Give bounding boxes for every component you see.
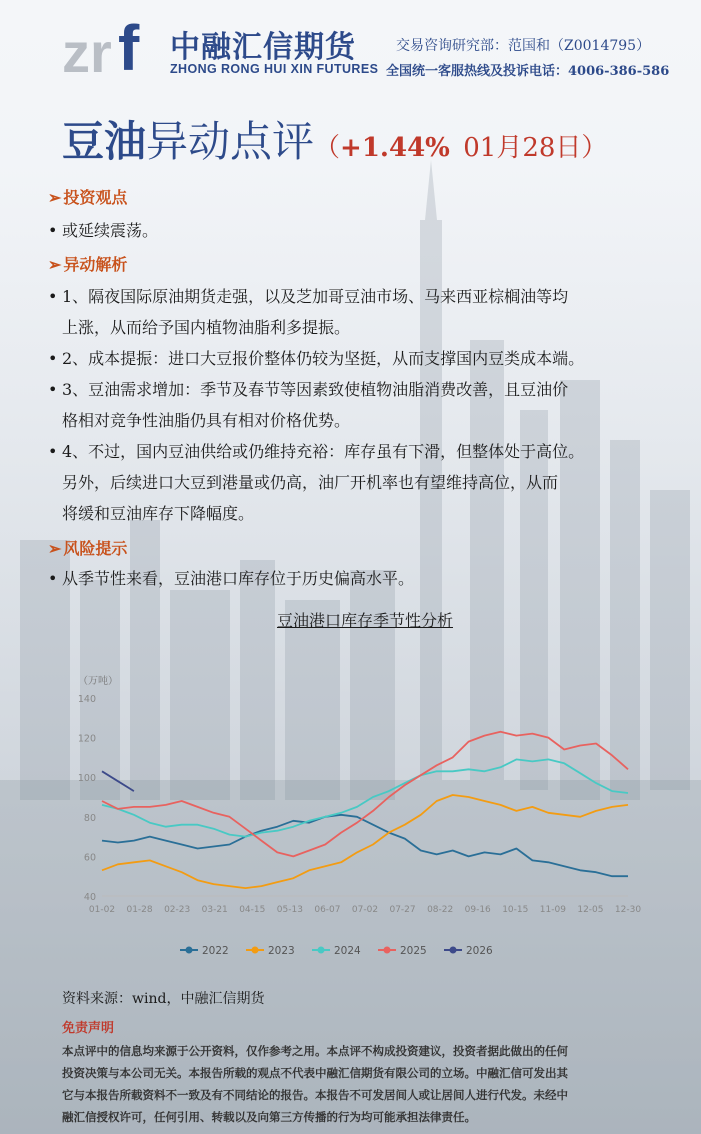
series-line-2023 — [102, 795, 628, 888]
legend-marker-dot — [252, 947, 259, 954]
legend-marker-dot — [186, 947, 193, 954]
section-heading-risk: ➢ 风险提示 — [48, 539, 128, 558]
seasonal-inventory-chart — [70, 668, 650, 968]
x-tick-label: 07-27 — [389, 905, 416, 915]
x-tick-label: 02-23 — [164, 905, 191, 915]
disclaimer-title: 免责声明 — [62, 1021, 115, 1036]
legend-label: 2024 — [334, 945, 361, 957]
x-tick-label: 12-30 — [614, 905, 642, 915]
x-tick-label: 10-15 — [502, 905, 529, 915]
x-tick-label: 09-16 — [464, 905, 491, 915]
legend-marker-dot — [318, 947, 325, 954]
analysis-item-1: • 1、隔夜国际原油期货走强，以及芝加哥豆油市场、马来西亚棕榈油等均 上涨，从而给予国内植物油脂利多提振。 — [48, 287, 569, 337]
title-product: 豆油 — [62, 117, 147, 166]
series-line-2025 — [102, 732, 628, 857]
x-tick-label: 11-09 — [539, 905, 566, 915]
series-line-2026 — [102, 771, 134, 791]
analysis-item-3: • 3、豆油需求增加：季节及春节等因素致使植物油脂消费改善，且豆油价 格相对竞争性油脂仍具有相对价格优势。 — [48, 380, 569, 430]
logo-chinese-name: 中融汇信期货 — [170, 30, 356, 65]
series-line-2024 — [102, 759, 628, 836]
x-tick-label: 06-07 — [314, 905, 341, 915]
analysis-item-4: • 4、不过，国内豆油供给或仍维持充裕：库存虽有下滑，但整体处于高位。 另外，后续进口大豆到港量或仍高，油厂开机率也有望维持高位，从而 将缓和豆油库存下降幅度。 — [48, 442, 585, 523]
svg-text:f: f — [118, 14, 140, 78]
y-tick-label: 40 — [83, 892, 96, 903]
analysis-item-2: • 2、成本提振：进口大豆报价整体仍较为坚挺，从而支撑国内豆类成本端。 — [48, 349, 585, 368]
chart-title: 豆油港口库存季节性分析 — [276, 611, 453, 630]
x-tick-label: 12-05 — [577, 905, 604, 915]
x-tick-label: 08-22 — [427, 905, 454, 915]
arrow-bullet-icon: ➢ — [48, 255, 62, 274]
x-tick-label: 03-21 — [201, 905, 228, 915]
disclaimer-text: 本点评中的信息均来源于公开资料，仅作参考之用。本点评不构成投资建议，投资者据此做出的任何 投资决策与本公司无关。本报告所载的观点不代表中融汇信期货有限公司的立场。中融汇信可发出其 它与本报告所载资料不一致及有不同结论的报告。本报告不可发居间人或让居间人进行代发。未经中 融汇信授权许可，任何引用、转载以及向第三方传播的行为均可能承担法律责任。 — [62, 1044, 568, 1124]
legend-marker-dot — [384, 947, 391, 954]
x-tick-label: 07-02 — [351, 905, 379, 915]
y-tick-label: 100 — [77, 773, 96, 785]
department-analyst: 交易咨询研究部：范国和（Z0014795） — [396, 38, 651, 54]
arrow-bullet-icon: ➢ — [48, 188, 62, 207]
title-paren-close: ） — [581, 133, 608, 163]
section-heading-view: ➢ 投资观点 — [48, 188, 128, 207]
title-type: 异动点评 — [146, 117, 315, 166]
svg-text:zr: zr — [62, 21, 112, 78]
title-change: +1.44% — [340, 133, 450, 163]
title-paren-open: （ — [314, 133, 341, 163]
logo-english-name: ZHONG RONG HUI XIN FUTURES — [170, 62, 379, 76]
title-date: 01月28日 — [463, 133, 582, 163]
hotline: 全国统一客服热线及投诉电话：4006-386-586 — [386, 64, 670, 79]
y-tick-label: 60 — [83, 852, 96, 864]
section-heading-analysis: ➢ 异动解析 — [48, 255, 128, 274]
page-title — [62, 116, 607, 174]
legend-label: 2026 — [466, 945, 493, 957]
y-tick-label: 80 — [83, 812, 96, 824]
view-item: • 或延续震荡。 — [48, 221, 159, 240]
x-tick-label: 01-28 — [126, 905, 153, 915]
x-tick-label: 04-15 — [239, 905, 266, 915]
legend-label: 2025 — [400, 945, 427, 957]
y-tick-label: 120 — [77, 733, 96, 745]
legend-label: 2023 — [268, 945, 295, 957]
y-tick-label: 140 — [77, 694, 96, 705]
data-source: 资料来源：wind，中融汇信期货 — [62, 991, 265, 1007]
x-tick-label: 01-02 — [88, 905, 116, 915]
risk-item: • 从季节性来看，豆油港口库存位于历史偏高水平。 — [48, 569, 415, 588]
arrow-bullet-icon: ➢ — [48, 539, 62, 558]
legend-marker-dot — [450, 947, 457, 954]
company-logo-icon — [62, 14, 162, 78]
x-tick-label: 05-13 — [276, 905, 303, 915]
y-axis-unit-label: （万吨） — [78, 676, 118, 687]
legend-label: 2022 — [202, 945, 229, 957]
